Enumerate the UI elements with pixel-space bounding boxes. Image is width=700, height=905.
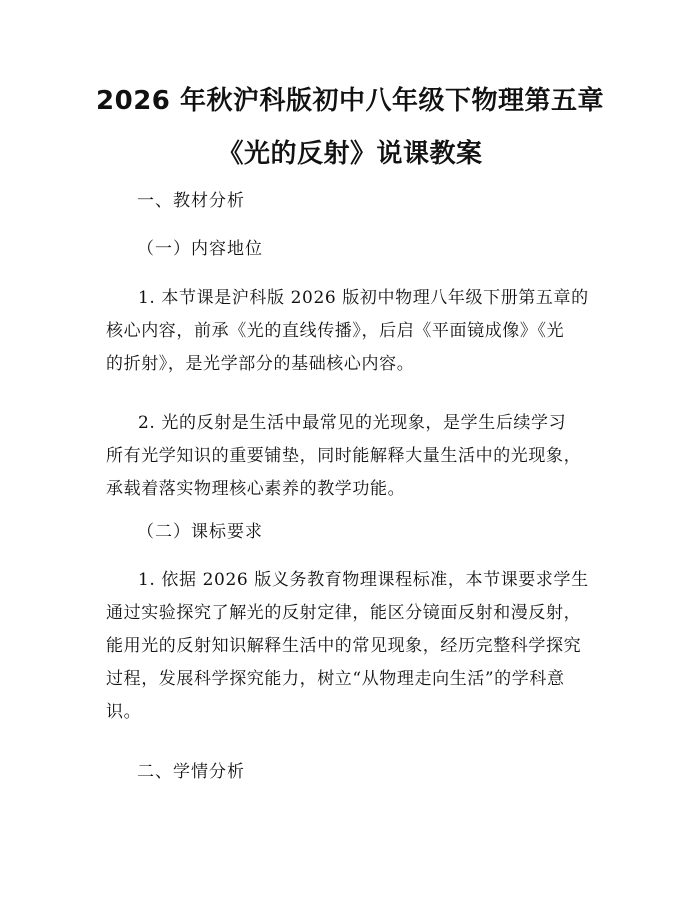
paragraph-line: 通过实验探究了解光的反射定律，能区分镜面反射和漫反射， — [106, 603, 582, 623]
section-heading-textbook-analysis: 一、教材分析 — [137, 191, 245, 211]
paragraph-content-position-2 — [106, 407, 606, 506]
paragraph-line: 2. 光的反射是生活中最常见的光现象，是学生后续学习 — [138, 413, 567, 433]
paragraph-line: 过程，发展科学探究能力，树立“从物理走向生活”的学科意 — [106, 669, 565, 689]
paragraph-line: 的折射》，是光学部分的基础核心内容。 — [106, 354, 415, 374]
paragraph-line: 识。 — [106, 702, 142, 722]
subsection-heading-curriculum-requirements: （二）课标要求 — [137, 522, 263, 542]
paragraph-line: 承载着落实物理核心素养的教学功能。 — [106, 479, 406, 499]
document-title-line-1: 2026 年秋沪科版初中八年级下物理第五章 — [96, 86, 604, 116]
paragraph-line: 核心内容，前承《光的直线传播》，后启《平面镜成像》《光 — [106, 321, 565, 341]
document-title-line-2: 《光的反射》说课教案 — [217, 139, 483, 169]
paragraph-content-position-1 — [106, 282, 606, 381]
paragraph-curriculum-requirements-1 — [106, 564, 606, 729]
section-heading-student-analysis: 二、学情分析 — [137, 762, 245, 782]
subsection-heading-content-position: （一）内容地位 — [137, 239, 263, 259]
paragraph-line: 1. 依据 2026 版义务教育物理课程标准，本节课要求学生 — [138, 570, 589, 590]
paragraph-line: 能用光的反射知识解释生活中的常见现象，经历完整科学探究 — [106, 636, 582, 656]
paragraph-line: 所有光学知识的重要铺垫，同时能解释大量生活中的光现象， — [106, 446, 582, 466]
paragraph-line: 1. 本节课是沪科版 2026 版初中物理八年级下册第五章的 — [138, 288, 589, 308]
